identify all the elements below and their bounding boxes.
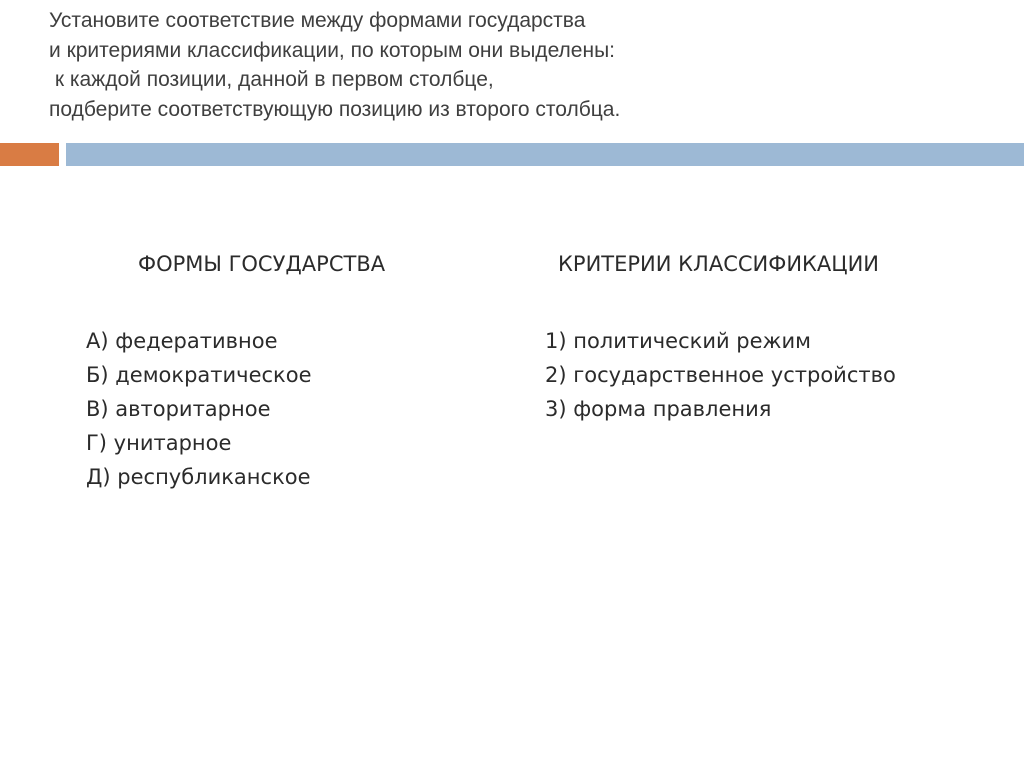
list-item: 1) политический режим: [545, 329, 811, 353]
list-item: А) федеративное: [86, 329, 278, 353]
title-line: к каждой позиции, данной в первом столбце,: [49, 68, 494, 91]
title-line: и критериями классификации, по которым они выделены:: [49, 38, 616, 62]
slide-title: [49, 6, 1009, 124]
column-header-criteria: КРИТЕРИИ КЛАССИФИКАЦИИ: [558, 252, 880, 276]
accent-bar-orange: [0, 143, 59, 166]
list-item: Д) республиканское: [86, 465, 311, 489]
accent-bar-blue: [66, 143, 1024, 166]
column-header-forms: ФОРМЫ ГОСУДАРСТВА: [138, 252, 386, 276]
title-line: Установите соответствие между формами государства: [49, 9, 586, 32]
criteria-list: [545, 324, 896, 426]
list-item: Б) демократическое: [86, 363, 312, 387]
list-item: 2) государственное устройство: [545, 363, 896, 387]
list-item: Г) унитарное: [86, 431, 232, 455]
forms-list: [86, 324, 312, 494]
title-line: подберите соответствующую позицию из второго столбца.: [49, 97, 621, 121]
list-item: 3) форма правления: [545, 397, 772, 421]
list-item: В) авторитарное: [86, 397, 271, 421]
